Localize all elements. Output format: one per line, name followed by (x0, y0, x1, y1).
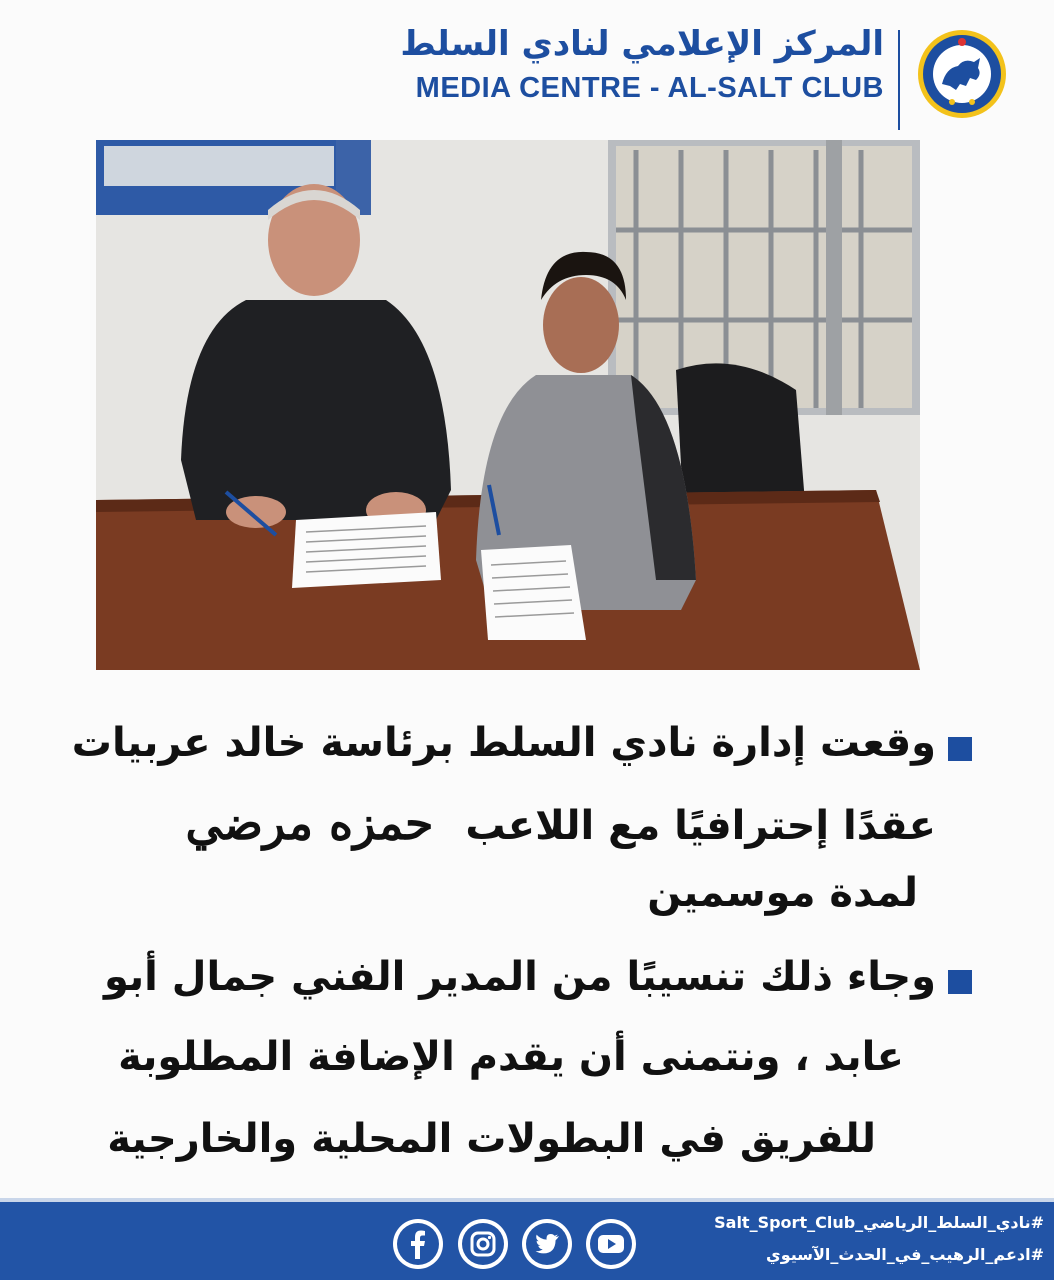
paragraph-1-line-3: لمدة موسمين (647, 870, 918, 916)
contract-signing-photo (96, 140, 920, 670)
paragraph-2-line-2: عابد ، ونتمنى أن يقدم الإضافة المطلوبة (118, 1034, 904, 1080)
paragraph-2-line-1: وجاء ذلك تنسيبًا من المدير الفني جمال أبو (104, 954, 936, 1000)
twitter-icon[interactable] (522, 1219, 572, 1269)
paragraph-2-line-3: للفريق في البطولات المحلية والخارجية (107, 1116, 876, 1162)
media-centre-title-arabic: المركز الإعلامي لنادي السلط (400, 24, 884, 64)
youtube-icon[interactable] (586, 1219, 636, 1269)
paragraph-1-line-1: وقعت إدارة نادي السلط برئاسة خالد عربيات (71, 720, 936, 766)
photo-scene (96, 140, 920, 670)
header-divider (898, 30, 900, 130)
footer-divider (0, 1198, 1054, 1202)
player-name: حمزه مرضي (185, 796, 434, 850)
paragraph-1-line-2-prefix: عقدًا إحترافيًا مع اللاعب (465, 803, 936, 849)
bullet-marker (948, 970, 972, 994)
facebook-icon[interactable] (393, 1219, 443, 1269)
header (0, 0, 1054, 135)
hashtag-club: #نادي_السلط_الرياضي_Salt_Sport_Club (714, 1213, 1044, 1232)
media-centre-title-english: MEDIA CENTRE - AL-SALT CLUB (415, 72, 884, 104)
club-crest-icon (916, 28, 1008, 120)
paragraph-1-line-2 (186, 786, 936, 863)
hashtag-campaign: #ادعم_الرهيب_في_الحدث_الآسيوي (766, 1245, 1044, 1264)
instagram-icon[interactable] (458, 1219, 508, 1269)
bullet-marker (948, 737, 972, 761)
